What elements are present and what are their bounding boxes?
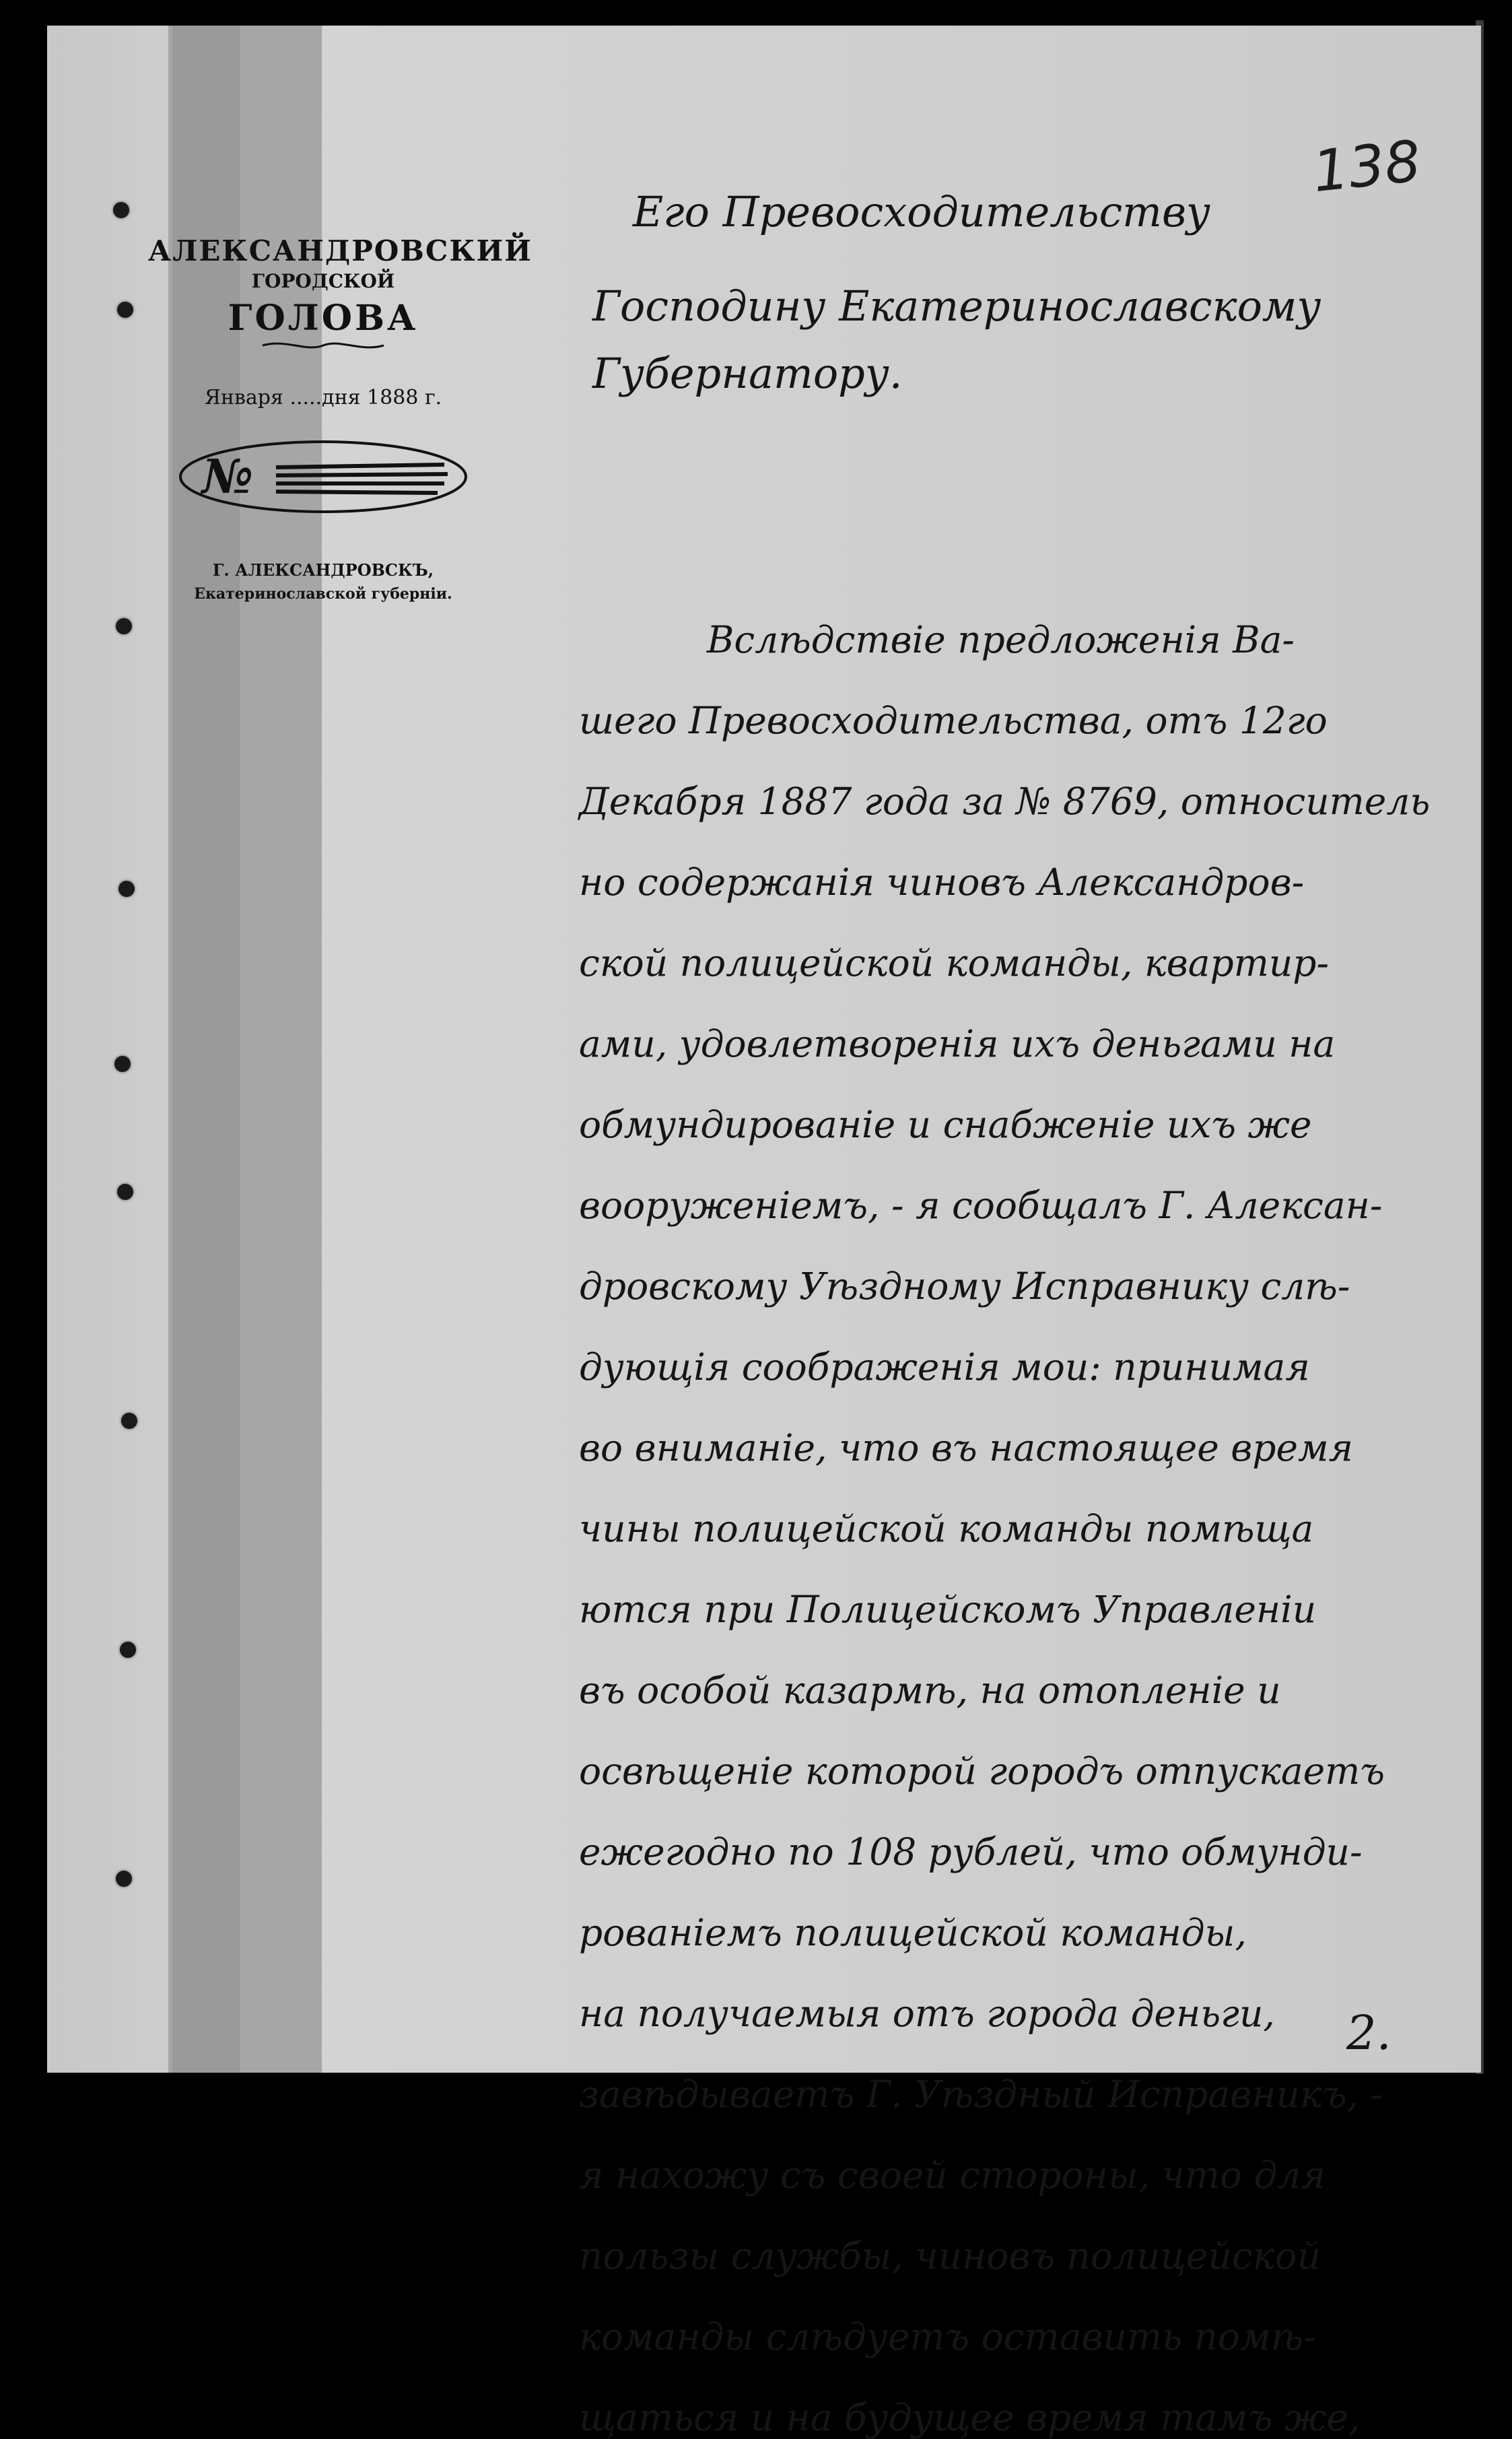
letter-line: ами, удовлетворенія ихъ деньгами на xyxy=(579,1022,1336,1065)
binding-hole xyxy=(120,1642,136,1658)
letter-line: освѣщеніе которой городъ отпускаетъ xyxy=(579,1749,1385,1793)
letter-line: ской полицейской команды, квартир- xyxy=(579,941,1330,984)
official-stamp xyxy=(148,234,532,638)
letter-line: шего Превосходительства, отъ 12го xyxy=(579,699,1328,742)
letter-line: я нахожу съ своей стороны, что для xyxy=(579,2153,1326,2197)
letter-line: обмундированіе и снабженіе ихъ же xyxy=(579,1103,1312,1146)
letter-line: вооруженіемъ, - я сообщалъ Г. Алексан- xyxy=(579,1184,1383,1227)
page-turn-mark: 2. xyxy=(1346,2005,1391,2061)
addressee-line: Губернатору. xyxy=(592,349,903,398)
letter-line: чины полицейской команды помѣща xyxy=(579,1507,1314,1550)
letter-line: на получаемыя отъ города деньги, xyxy=(579,1992,1275,2035)
stamp-number-cartouche xyxy=(175,436,471,517)
binding-hole xyxy=(117,1184,133,1200)
addressee-line: Господину Екатеринославскому xyxy=(592,281,1321,331)
stamp-province: Екатеринославской губерніи. xyxy=(194,585,452,603)
number-sign: № xyxy=(202,448,254,504)
stamp-title: АЛЕКСАНДРОВСКИЙ xyxy=(148,234,532,267)
stamp-city: Г. АЛЕКСАНДРОВСКЪ, xyxy=(212,560,434,580)
letter-line: команды слѣдуетъ оставить помѣ- xyxy=(579,2315,1316,2358)
letter-line: ежегодно по 108 рублей, что обмунди- xyxy=(579,1830,1363,1873)
letter-line: пользы службы, чиновъ полицейской xyxy=(579,2234,1321,2277)
letter-line: Вслѣдствіе предложенія Ва- xyxy=(707,618,1295,661)
folio-number: 138 xyxy=(1309,127,1424,205)
binding-hole xyxy=(116,1871,132,1887)
letter-line: дровскому Уѣздному Исправнику слѣ- xyxy=(579,1265,1350,1308)
letter-line: щаться и на будущее время тамъ же, xyxy=(579,2396,1361,2439)
binding-hole xyxy=(121,1413,137,1429)
binding-hole xyxy=(118,881,135,897)
binding-hole xyxy=(116,618,132,634)
stamp-date-line: Января .....дня 1888 г. xyxy=(204,386,442,409)
letter-line: завѣдываетъ Г. Уѣздный Исправникъ, - xyxy=(579,2073,1383,2116)
document-page xyxy=(47,26,1481,2439)
letter-line: но содержанія чиновъ Александров- xyxy=(579,861,1305,904)
stamp-subtitle: ГОРОДСКОЙ xyxy=(251,270,395,292)
letter-line: въ особой казармѣ, на отопленіе и xyxy=(579,1669,1281,1712)
addressee-line: Его Превосходительству xyxy=(633,187,1211,236)
letter-line: во вниманіе, что въ настоящее время xyxy=(579,1426,1354,1469)
binding-hole xyxy=(117,302,133,318)
stamp-office: ГОЛОВА xyxy=(228,298,419,339)
letter-line: ются при Полицейскомъ Управленіи xyxy=(579,1588,1317,1631)
stamp-swash xyxy=(259,339,387,352)
letter-line: рованіемъ полицейской команды, xyxy=(579,1911,1247,1954)
binding-hole xyxy=(113,202,129,218)
letter-line: Декабря 1887 года за № 8769, относитель xyxy=(579,780,1431,823)
binding-hole xyxy=(114,1056,131,1072)
letter-line: дующія соображенія мои: принимая xyxy=(579,1345,1310,1389)
